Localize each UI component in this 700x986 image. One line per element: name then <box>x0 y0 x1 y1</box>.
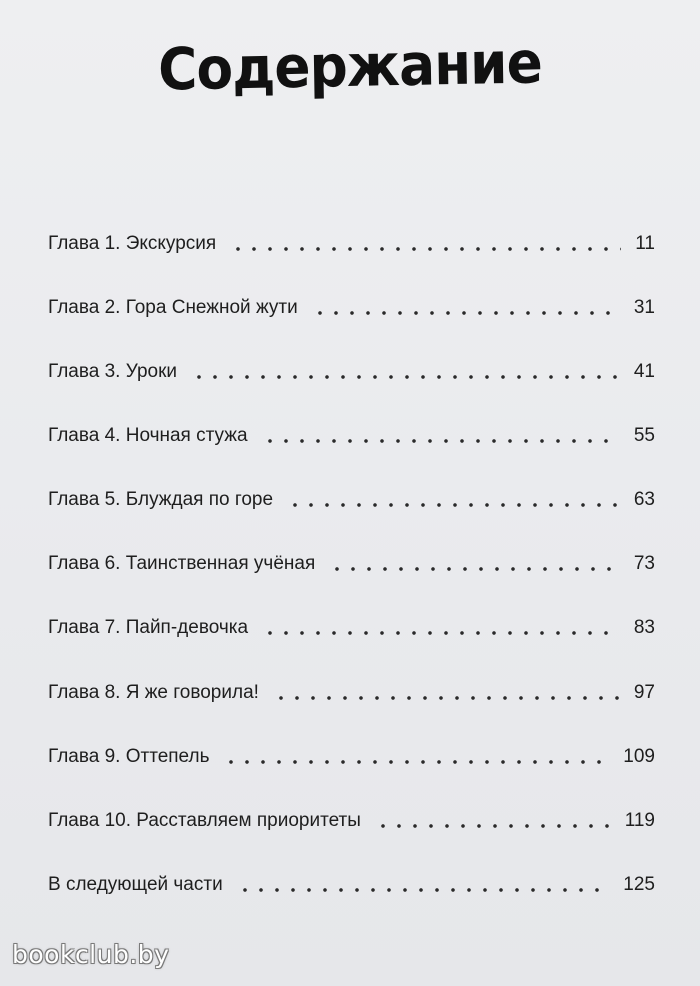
toc-entry-label: Глава 10. Расставляем приоритеты <box>48 810 361 831</box>
toc-entry <box>48 744 655 770</box>
toc-entry <box>48 872 655 898</box>
site-watermark: bookclub.by <box>12 940 170 969</box>
dot-leader <box>223 760 609 764</box>
toc-entry <box>48 231 655 257</box>
toc-entry-page: 119 <box>624 810 655 831</box>
page-title: Содержание <box>157 28 543 104</box>
dot-leader <box>273 696 620 700</box>
toc-entry-page: 109 <box>623 746 655 767</box>
dot-leader <box>237 888 610 892</box>
toc-entry <box>48 680 655 706</box>
dot-leader <box>191 375 620 379</box>
toc-entry <box>48 487 655 513</box>
toc-entry-label: Глава 7. Пайп-девочка <box>48 617 249 638</box>
toc-entry-page: 73 <box>633 553 655 574</box>
dot-leader <box>262 439 620 443</box>
dot-leader <box>262 631 620 635</box>
dot-leader <box>312 311 620 315</box>
toc-entry <box>48 808 655 834</box>
toc-entry <box>48 359 655 385</box>
toc-entry-page: 31 <box>633 297 655 318</box>
toc-entry-label: Глава 9. Оттепель <box>48 746 210 767</box>
toc-entry <box>48 295 655 321</box>
toc-entry-page: 83 <box>633 617 655 638</box>
toc-entry-page: 125 <box>623 874 655 895</box>
dot-leader <box>230 247 621 251</box>
toc-entry-label: Глава 8. Я же говорила! <box>48 682 259 703</box>
toc-entry-page: 41 <box>633 361 655 382</box>
toc-entry-label: Глава 2. Гора Снежной жути <box>48 297 298 318</box>
toc-entry <box>48 551 655 577</box>
toc-entry-label: Глава 4. Ночная стужа <box>48 425 248 446</box>
toc-entry-page: 97 <box>633 682 655 703</box>
dot-leader <box>287 503 620 507</box>
toc-entry-label: Глава 3. Уроки <box>48 361 178 382</box>
toc-entry-label: В следующей части <box>48 874 223 895</box>
toc-entry-page: 11 <box>635 233 655 254</box>
toc-entry <box>48 423 655 449</box>
toc-entry-page: 63 <box>633 489 655 510</box>
dot-leader <box>329 567 620 571</box>
toc-entry <box>48 615 655 641</box>
toc-entry-page: 55 <box>633 425 655 446</box>
toc-entry-label: Глава 1. Экскурсия <box>48 233 217 254</box>
dot-leader <box>375 824 611 828</box>
toc-entry-label: Глава 6. Таинственная учёная <box>48 553 316 574</box>
toc-entry-label: Глава 5. Блуждая по горе <box>48 489 274 510</box>
